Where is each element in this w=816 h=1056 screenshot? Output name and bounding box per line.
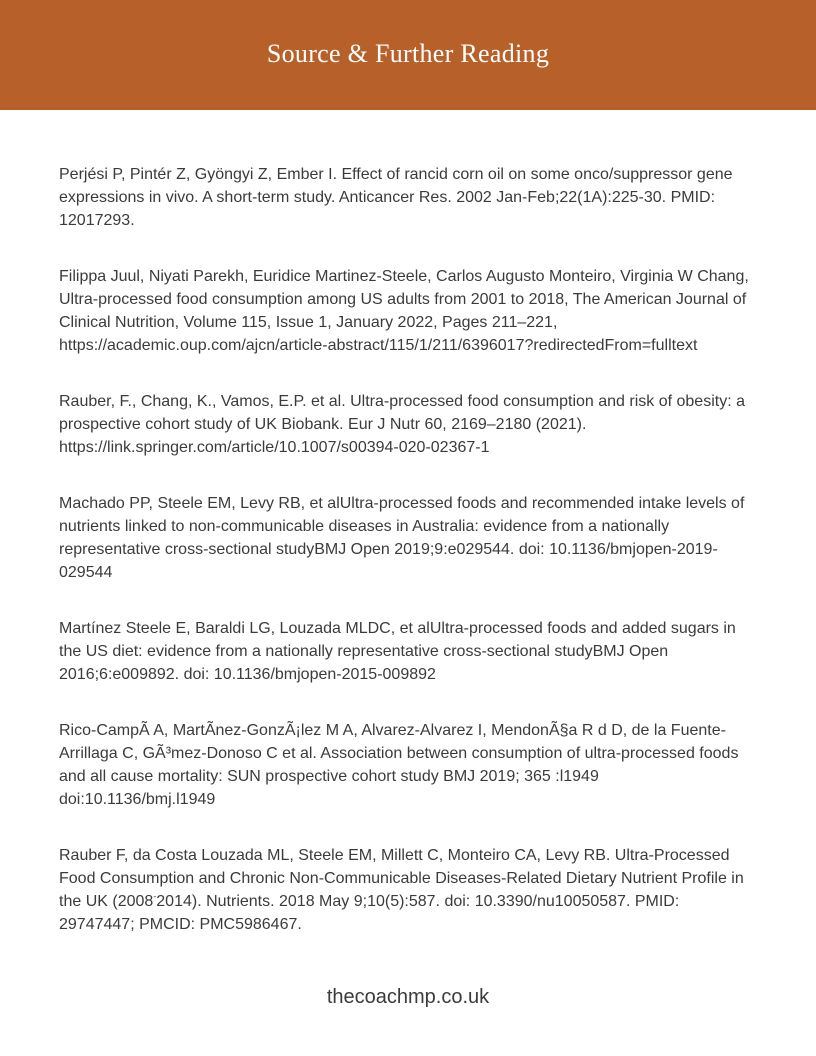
page-title: Source & Further Reading: [266, 39, 550, 68]
reference-text-part: Rauber F, da Costa Louzada ML, Steele EM, Millett C, Monteiro CA, Levy RB. Ultra-Processed Food Consumption and Chronic Non-Communicable Diseases-Related Dietary Nutrient Profile in the UK (2008: [59, 847, 744, 910]
reference-item: Perjési P, Pintér Z, Gyöngyi Z, Ember I. Effect of rancid corn oil on some onco/suppressor gene expressions in vivo. A short-term study. Anticancer Res. 2002 Jan-Feb;22(1A):225-30. PMID: 12017293.: [59, 166, 733, 229]
reference-item-last: [59, 844, 759, 936]
reference-item: Rauber, F., Chang, K., Vamos, E.P. et al. Ultra-processed food consumption and risk of obesity: a prospective cohort study of UK Biobank. Eur J Nutr 60, 2169–2180 (2021). https://link.springer.com/article/10.1007/s00394-020-02367-1: [59, 393, 745, 456]
reference-item: Martínez Steele E, Baraldi LG, Louzada MLDC, et alUltra-processed foods and added sugars in the US diet: evidence from a nationally representative cross-sectional studyBMJ Open 2016;6:e009892. doi: 10.1136/bmjopen-2015-009892: [59, 620, 736, 683]
reference-item: Machado PP, Steele EM, Levy RB, et alUltra-processed foods and recommended intake levels of nutrients linked to non-communicable diseases in Australia: evidence from a nationally representative cross-sectional studyBMJ Open 2019;9:e029544. doi: 10.1136/bmjopen-2019-029544: [59, 495, 745, 581]
reference-text-part: 2014). Nutrients. 2018 May 9;10(5):587. doi: 10.3390/nu10050587. PMID: 29747447; PMCID: PMC5986467.: [59, 893, 680, 933]
reference-item: Rico-CampÃ A, MartÃnez-GonzÃ¡lez M A, Alvarez-Alvarez I, MendonÃ§a R d D, de la Fuente-Arrillaga C, GÃ³mez-Donoso C et al. Association between consumption of ultra-processed foods and all cause mortality: SUN prospective cohort study BMJ 2019; 365 :l1949 doi:10.1136/bmj.l1949: [59, 722, 739, 808]
footer-website: thecoachmp.co.uk: [326, 986, 490, 1008]
reference-list: [59, 163, 759, 969]
reference-superscript: -: [153, 891, 157, 902]
reference-item: Filippa Juul, Niyati Parekh, Euridice Martinez-Steele, Carlos Augusto Monteiro, Virginia W Chang, Ultra-processed food consumption among US adults from 2001 to 2018, The American Journal of Clinical Nutrition, Volume 115, Issue 1, January 2022, Pages 211–221, https://academic.oup.com/ajcn/article-abstract/115/1/211/6396017?redirectedFrom=fulltext: [59, 268, 749, 354]
page-header: [0, 0, 816, 110]
